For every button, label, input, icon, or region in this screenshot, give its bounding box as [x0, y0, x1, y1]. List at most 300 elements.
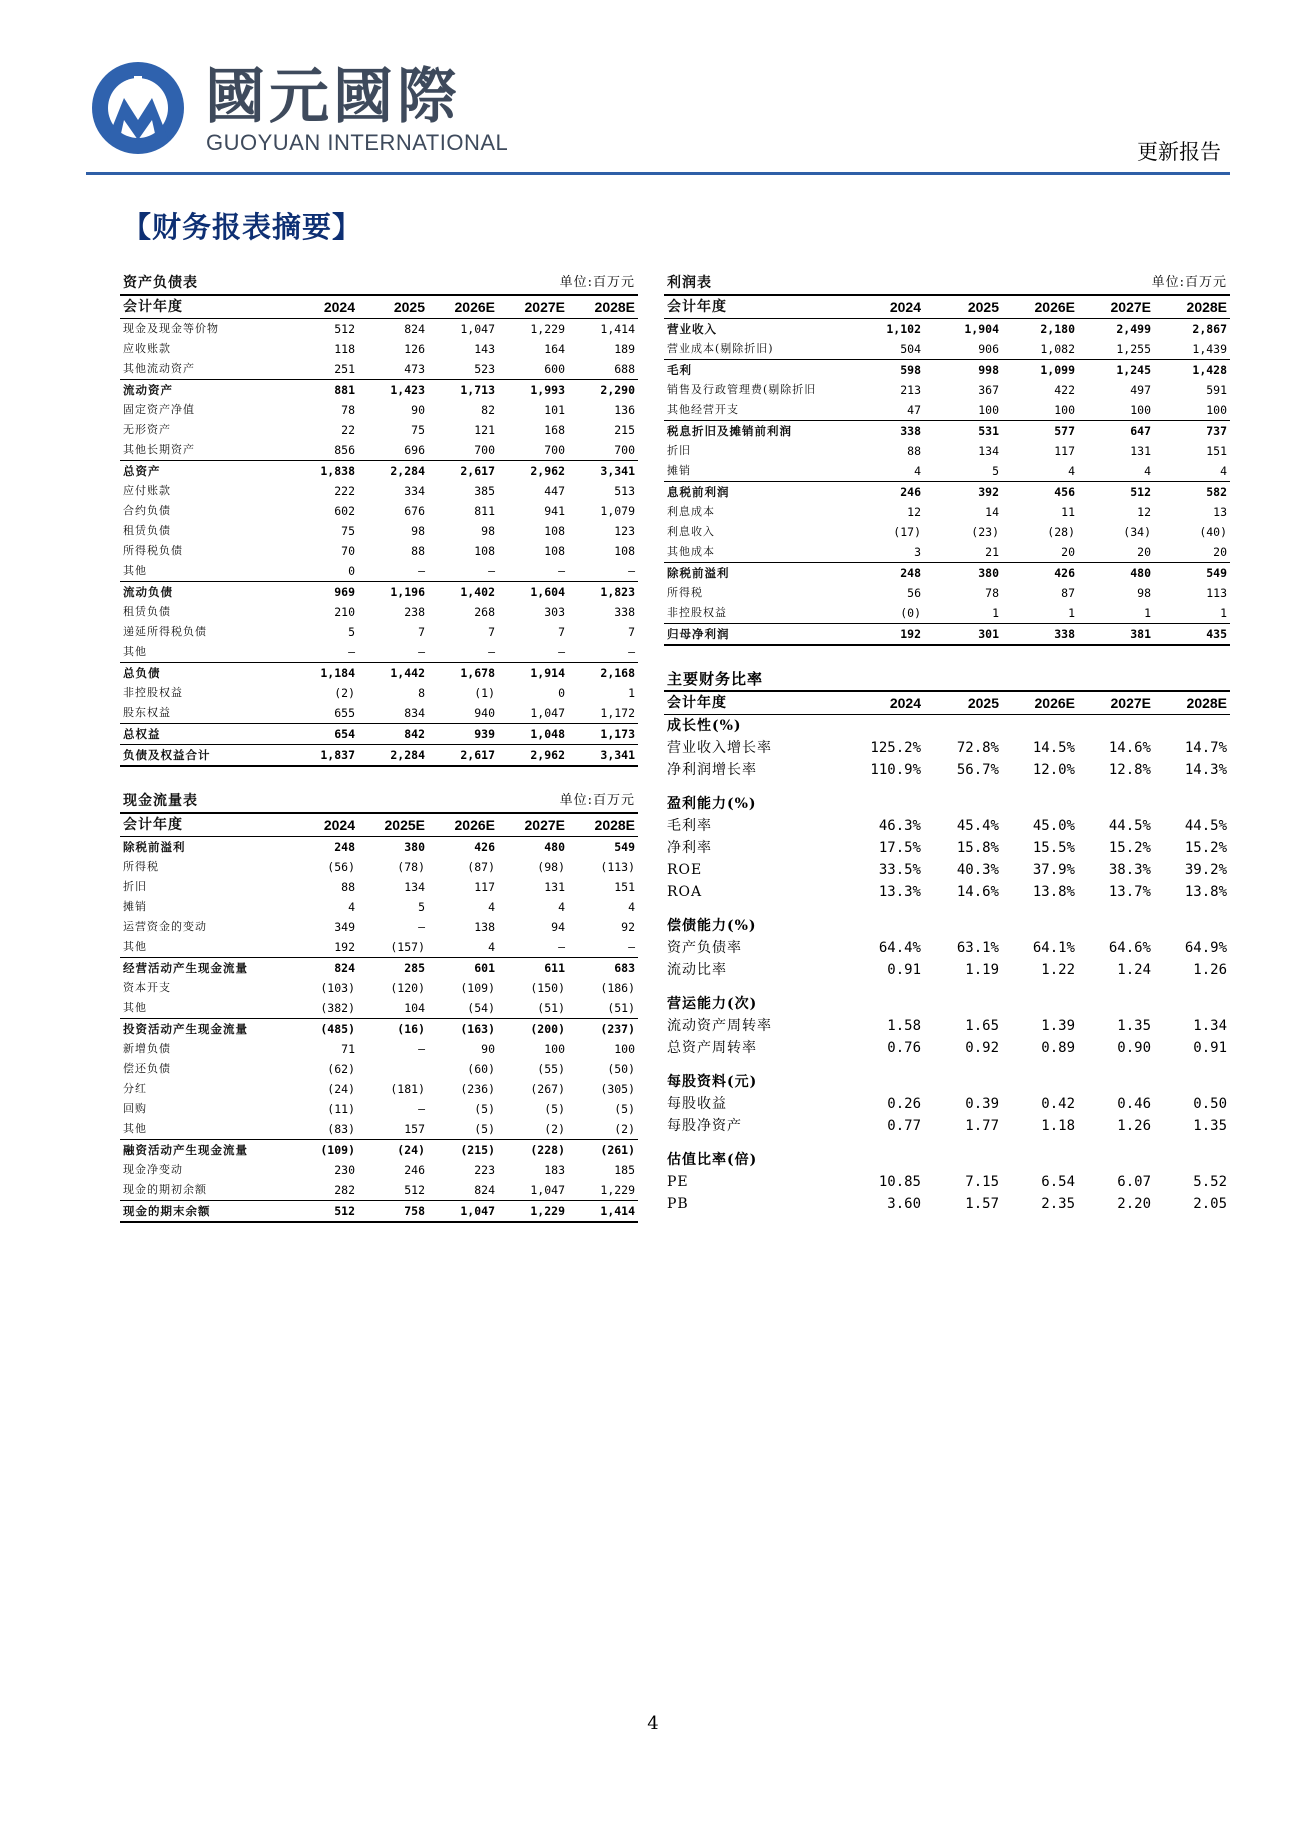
brand-name-cn: 國元國際 — [205, 62, 461, 132]
ratios-year-0: 2024 — [846, 691, 924, 715]
income-statement-cell: 88 — [907, 444, 921, 458]
cash-flow-cell: (305) — [600, 1082, 636, 1096]
ratios-row — [664, 759, 1230, 781]
income-statement-cell: 737 — [1154, 421, 1230, 442]
income-statement-row-label: 除税前溢利 — [664, 563, 846, 584]
balance-sheet-cell: 108 — [474, 544, 495, 558]
cash-flow-cell: 4 — [488, 900, 495, 914]
cash-flow-cell: (16) — [358, 1019, 428, 1040]
cash-flow-cell: 71 — [341, 1042, 355, 1056]
balance-sheet-cell: 1,048 — [498, 724, 568, 745]
ratios-cell: 44.5% — [1108, 818, 1151, 834]
balance-sheet-cell: 8 — [418, 686, 425, 700]
balance-sheet-cell: – — [488, 645, 495, 659]
ratios-year-2: 2026E — [1002, 691, 1078, 715]
cash-flow-row — [120, 998, 638, 1019]
balance-sheet-row — [120, 319, 638, 340]
balance-sheet-row — [120, 602, 638, 622]
page-number: 4 — [647, 1713, 659, 1734]
income-statement-cell: (34) — [1123, 525, 1151, 539]
balance-sheet-cell: 98 — [481, 524, 495, 538]
cash-flow-row-label: 摊销 — [123, 900, 147, 913]
balance-sheet-cell: – — [558, 645, 565, 659]
cash-flow-cell: (24) — [327, 1082, 355, 1096]
balance-sheet-row-label: 现金及现金等价物 — [123, 322, 219, 335]
ratios-row — [664, 881, 1230, 903]
balance-sheet-cell: 856 — [334, 443, 355, 457]
ratios-group-name: 每股资料(元) — [667, 1074, 758, 1090]
ratios-cell: 64.1% — [1032, 940, 1075, 956]
ratios-row-label: 流动资产周转率 — [667, 1018, 772, 1034]
income-statement-cell: 422 — [1054, 383, 1075, 397]
cash-flow-cell: (150) — [530, 981, 565, 995]
cash-flow-cell: 549 — [568, 837, 638, 858]
balance-sheet-cell: 101 — [544, 403, 565, 417]
balance-sheet-unit: 单位:百万元 — [498, 272, 638, 295]
balance-sheet-cell: 1,423 — [358, 380, 428, 401]
cash-flow-cell: 480 — [498, 837, 568, 858]
ratios-cell: 1.19 — [965, 962, 999, 978]
income-statement-row — [664, 360, 1230, 381]
balance-sheet-cell: 75 — [411, 423, 425, 437]
income-statement-cell: 1,099 — [1002, 360, 1078, 381]
ratios-cell: 1.58 — [887, 1018, 921, 1034]
cash-flow-year-3: 2027E — [498, 813, 568, 837]
income-statement-table — [664, 272, 1230, 646]
ratios-row — [664, 1171, 1230, 1193]
balance-sheet-cell: 676 — [404, 504, 425, 518]
cash-flow-cell: 185 — [614, 1163, 636, 1177]
income-statement-row — [664, 421, 1230, 442]
cash-flow-cell: 380 — [358, 837, 428, 858]
ratios-cell: 0.42 — [1041, 1096, 1075, 1112]
balance-sheet-row-label: 流动资产 — [120, 380, 288, 401]
balance-sheet-cell: 1,196 — [358, 582, 428, 603]
cash-flow-row-label: 回购 — [123, 1102, 147, 1115]
ratios-year-4: 2028E — [1154, 691, 1230, 715]
income-statement-cell: 151 — [1206, 444, 1228, 458]
ratios-cell: 1.57 — [965, 1196, 999, 1212]
balance-sheet-cell: 939 — [428, 724, 498, 745]
cash-flow-cell: (5) — [544, 1102, 565, 1116]
cash-flow-row-label: 分红 — [123, 1082, 147, 1095]
balance-sheet-cell: 834 — [404, 706, 425, 720]
balance-sheet-title: 资产负债表 — [120, 272, 498, 295]
income-statement-cell: 1 — [1144, 606, 1151, 620]
cash-flow-cell: 1,047 — [530, 1183, 565, 1197]
balance-sheet-cell: 22 — [341, 423, 355, 437]
ratios-cell: 0.92 — [965, 1040, 999, 1056]
ratios-row-label: 净利润增长率 — [667, 762, 757, 778]
income-statement-row-label: 税息折旧及摊销前利润 — [664, 421, 846, 442]
ratios-group-row — [664, 915, 1230, 937]
balance-sheet-cell: 222 — [334, 484, 355, 498]
balance-sheet-cell: 700 — [544, 443, 565, 457]
cash-flow-cell: (485) — [288, 1019, 358, 1040]
ratios-row-label: 每股收益 — [667, 1096, 727, 1112]
cash-flow-cell: 512 — [288, 1201, 358, 1223]
balance-sheet-cell: 7 — [488, 625, 495, 639]
income-statement-cell: 531 — [924, 421, 1002, 442]
cash-flow-cell: (83) — [327, 1122, 355, 1136]
cash-flow-cell: 151 — [614, 880, 636, 894]
income-statement-cell: 647 — [1078, 421, 1154, 442]
balance-sheet-cell: 2,290 — [568, 380, 638, 401]
income-statement-cell: 301 — [924, 624, 1002, 646]
income-statement-cell: 246 — [846, 482, 924, 503]
cash-flow-row — [120, 1099, 638, 1119]
balance-sheet-cell: 2,168 — [568, 663, 638, 684]
ratios-cell: 5.52 — [1193, 1174, 1228, 1190]
balance-sheet-cell: 1,172 — [600, 706, 636, 720]
balance-sheet-cell: 1,173 — [568, 724, 638, 745]
cash-flow-cell: 104 — [404, 1001, 425, 1015]
income-statement-cell: 392 — [924, 482, 1002, 503]
cash-flow-row-label: 投资活动产生现金流量 — [120, 1019, 288, 1040]
balance-sheet-row-label: 租赁负债 — [123, 524, 171, 537]
ratios-cell: 13.8% — [1032, 884, 1075, 900]
ratios-cell: 2.05 — [1193, 1196, 1228, 1212]
cash-flow-cell: 285 — [358, 958, 428, 979]
ratios-group-name: 偿债能力(%) — [667, 918, 757, 934]
cash-flow-row-label: 新增负债 — [123, 1042, 171, 1055]
ratios-row — [664, 1037, 1230, 1059]
income-statement-cell: 100 — [1054, 403, 1075, 417]
ratios-cell: 56.7% — [956, 762, 999, 778]
balance-sheet-row-label: 递延所得税负债 — [123, 625, 207, 638]
cash-flow-cell: (228) — [498, 1140, 568, 1161]
balance-sheet-year-0: 2024 — [288, 295, 358, 319]
ratios-cell: 1.65 — [965, 1018, 999, 1034]
balance-sheet-cell: 1,047 — [530, 706, 565, 720]
cash-flow-cell: – — [628, 940, 636, 954]
cash-flow-cell: 157 — [404, 1122, 425, 1136]
section-title: 【财务报表摘要】 — [122, 210, 363, 244]
ratios-cell: 110.9% — [870, 762, 921, 778]
cash-flow-year-1: 2025E — [358, 813, 428, 837]
balance-sheet-cell: 70 — [341, 544, 355, 558]
ratios-spacer — [664, 1137, 1230, 1149]
cash-flow-cell: 183 — [544, 1163, 565, 1177]
income-statement-year-1: 2025 — [924, 295, 1002, 319]
cash-flow-cell: 1,047 — [428, 1201, 498, 1223]
income-statement-cell: 381 — [1078, 624, 1154, 646]
income-statement-cell: 380 — [924, 563, 1002, 584]
cash-flow-row-label: 其他 — [123, 1001, 147, 1014]
balance-sheet-row — [120, 561, 638, 582]
ratios-cell: 1.34 — [1193, 1018, 1228, 1034]
balance-sheet-row — [120, 461, 638, 482]
ratios-cell: 0.39 — [965, 1096, 999, 1112]
balance-sheet-cell: 600 — [544, 362, 565, 376]
ratios-cell: 45.4% — [956, 818, 999, 834]
cash-flow-cell: (98) — [537, 860, 565, 874]
income-statement-row-label: 利息成本 — [667, 505, 715, 518]
ratios-cell: 14.7% — [1184, 740, 1228, 756]
balance-sheet-row-label: 流动负债 — [120, 582, 288, 603]
balance-sheet-header-row — [120, 295, 638, 319]
balance-sheet-cell: 1,604 — [498, 582, 568, 603]
balance-sheet-row-label: 非控股权益 — [123, 686, 183, 699]
cash-flow-cell: (236) — [460, 1082, 495, 1096]
balance-sheet-cell: 1,402 — [428, 582, 498, 603]
income-statement-row — [664, 319, 1230, 340]
ratios-cell: 15.2% — [1108, 840, 1151, 856]
income-statement-unit: 单位:百万元 — [1078, 272, 1230, 295]
cash-flow-year-4: 2028E — [568, 813, 638, 837]
income-statement-cell: 100 — [1130, 403, 1151, 417]
cash-flow-cell: 1,229 — [600, 1183, 636, 1197]
balance-sheet-cell: 655 — [334, 706, 355, 720]
ratios-cell: 64.6% — [1108, 940, 1151, 956]
cash-flow-row-label: 现金的期末余额 — [120, 1201, 288, 1223]
ratios-row — [664, 859, 1230, 881]
balance-sheet-row — [120, 745, 638, 767]
income-statement-cell: 4 — [1220, 464, 1228, 478]
balance-sheet-cell: 2,284 — [358, 461, 428, 482]
ratios-group-name: 成长性(%) — [667, 718, 742, 734]
cash-flow-title: 现金流量表 — [120, 790, 498, 813]
ratios-row — [664, 1093, 1230, 1115]
cash-flow-cell: (78) — [397, 860, 425, 874]
income-statement-cell: (0) — [900, 606, 921, 620]
income-statement-cell: (28) — [1047, 525, 1075, 539]
cash-flow-cell: 349 — [334, 920, 355, 934]
ratios-cell: 2.20 — [1117, 1196, 1151, 1212]
income-statement-cell: 4 — [1144, 464, 1151, 478]
income-statement-row-label: 折旧 — [667, 444, 691, 457]
cash-flow-cell: (120) — [390, 981, 425, 995]
ratios-cell: 13.3% — [878, 884, 921, 900]
ratios-year-3: 2027E — [1078, 691, 1154, 715]
income-statement-cell: 1 — [1068, 606, 1075, 620]
ratios-cell: 0.89 — [1041, 1040, 1075, 1056]
balance-sheet-cell: 1,442 — [358, 663, 428, 684]
balance-sheet-title-row — [120, 272, 638, 295]
income-statement-row — [664, 461, 1230, 482]
balance-sheet-cell: 90 — [411, 403, 425, 417]
income-statement-row — [664, 522, 1230, 542]
cash-flow-cell: (103) — [320, 981, 355, 995]
cash-flow-cell: 4 — [558, 900, 565, 914]
income-statement-cell: 1,428 — [1154, 360, 1230, 381]
ratios-year-1: 2025 — [924, 691, 1002, 715]
income-statement-cell: 87 — [1061, 586, 1075, 600]
cash-flow-row-label: 其他 — [123, 1122, 147, 1135]
cash-flow-cell: 4 — [628, 900, 636, 914]
cash-flow-cell: 223 — [474, 1163, 495, 1177]
cash-flow-cell: 683 — [568, 958, 638, 979]
ratios-title-row — [664, 668, 1230, 691]
income-statement-cell: 456 — [1002, 482, 1078, 503]
income-statement-row — [664, 339, 1230, 360]
ratios-header-label: 会计年度 — [664, 691, 846, 715]
balance-sheet-cell: 512 — [334, 322, 355, 336]
ratios-cell: 14.3% — [1184, 762, 1228, 778]
ratios-cell: 33.5% — [878, 862, 921, 878]
balance-sheet-cell: – — [628, 645, 636, 659]
balance-sheet-cell: 1 — [628, 686, 636, 700]
cash-flow-header-label: 会计年度 — [120, 813, 288, 837]
income-statement-cell: 338 — [1002, 624, 1078, 646]
balance-sheet-row — [120, 642, 638, 663]
cash-flow-row — [120, 1039, 638, 1059]
balance-sheet-cell: 1,678 — [428, 663, 498, 684]
income-statement-cell: 134 — [978, 444, 999, 458]
cash-flow-row-label: 所得税 — [123, 860, 159, 873]
cash-flow-row — [120, 1180, 638, 1201]
balance-sheet-cell: 78 — [341, 403, 355, 417]
ratios-row — [664, 737, 1230, 759]
income-statement-cell: 56 — [907, 586, 921, 600]
cash-flow-cell: (382) — [320, 1001, 355, 1015]
cash-flow-cell: 100 — [614, 1042, 636, 1056]
ratios-cell: 0.77 — [887, 1118, 921, 1134]
ratios-row — [664, 1193, 1230, 1215]
cash-flow-row-label: 经营活动产生现金流量 — [120, 958, 288, 979]
ratios-cell: 72.8% — [956, 740, 999, 756]
cash-flow-cell: – — [558, 940, 565, 954]
cash-flow-row — [120, 877, 638, 897]
ratios-row-label: 流动比率 — [667, 962, 727, 978]
cash-flow-cell: (237) — [568, 1019, 638, 1040]
ratios-cell: 44.5% — [1184, 818, 1228, 834]
ratios-cell: 15.2% — [1184, 840, 1228, 856]
income-statement-year-0: 2024 — [846, 295, 924, 319]
income-statement-row — [664, 441, 1230, 461]
balance-sheet-cell: 2,617 — [428, 461, 498, 482]
balance-sheet-cell: 3,341 — [568, 461, 638, 482]
income-statement-cell: 11 — [1061, 505, 1075, 519]
income-statement-cell: 367 — [978, 383, 999, 397]
cash-flow-cell: (2) — [614, 1122, 636, 1136]
ratios-cell: 46.3% — [878, 818, 921, 834]
balance-sheet-row-label: 固定资产净值 — [123, 403, 195, 416]
cash-flow-cell: (200) — [498, 1019, 568, 1040]
cash-flow-cell: 131 — [544, 880, 565, 894]
cash-flow-cell: 758 — [358, 1201, 428, 1223]
income-statement-cell: 512 — [1078, 482, 1154, 503]
ratios-cell: 1.35 — [1117, 1018, 1151, 1034]
income-statement-cell: (40) — [1199, 525, 1228, 539]
balance-sheet-cell: 473 — [404, 362, 425, 376]
balance-sheet-row — [120, 582, 638, 603]
cash-flow-year-2: 2026E — [428, 813, 498, 837]
ratios-cell: 12.8% — [1108, 762, 1151, 778]
income-statement-row-label: 所得税 — [667, 586, 703, 599]
ratios-cell: 15.8% — [956, 840, 999, 856]
cash-flow-cell: 192 — [334, 940, 355, 954]
ratios-cell: 1.22 — [1041, 962, 1075, 978]
balance-sheet-cell: 1,914 — [498, 663, 568, 684]
cash-flow-cell: 88 — [341, 880, 355, 894]
cash-flow-row — [120, 1140, 638, 1161]
balance-sheet-row — [120, 481, 638, 501]
cash-flow-cell: 246 — [404, 1163, 425, 1177]
cash-flow-cell: 512 — [404, 1183, 425, 1197]
income-statement-row-label: 利息收入 — [667, 525, 715, 538]
balance-sheet-cell: 136 — [614, 403, 636, 417]
balance-sheet-row-label: 应付账款 — [123, 484, 171, 497]
cash-flow-cell: (51) — [607, 1001, 636, 1015]
cash-flow-cell: (5) — [474, 1102, 495, 1116]
ratios-cell: 10.85 — [878, 1174, 921, 1190]
balance-sheet-cell: (2) — [334, 686, 355, 700]
cash-flow-cell: (55) — [537, 1062, 565, 1076]
ratios-row-label: PB — [667, 1196, 689, 1212]
balance-sheet-year-2: 2026E — [428, 295, 498, 319]
cash-flow-cell: (109) — [288, 1140, 358, 1161]
cash-flow-cell: (50) — [607, 1062, 636, 1076]
cash-flow-cell: 230 — [334, 1163, 355, 1177]
balance-sheet-cell: 1,047 — [460, 322, 495, 336]
income-statement-cell: 20 — [1137, 545, 1151, 559]
ratios-row-label: ROE — [667, 862, 703, 878]
income-statement-cell: 906 — [978, 342, 999, 356]
balance-sheet-cell: 143 — [474, 342, 495, 356]
ratios-spacer — [664, 1059, 1230, 1071]
income-statement-cell: 21 — [985, 545, 999, 559]
balance-sheet-cell: 602 — [334, 504, 355, 518]
ratios-spacer-cell — [664, 1137, 1230, 1149]
balance-sheet-cell: 2,962 — [498, 745, 568, 767]
income-statement-row-label: 毛利 — [664, 360, 846, 381]
cash-flow-cell: 824 — [288, 958, 358, 979]
ratios-cell: 1.26 — [1117, 1118, 1151, 1134]
income-statement-header-label: 会计年度 — [664, 295, 846, 319]
ratios-cell: 7.15 — [965, 1174, 999, 1190]
balance-sheet-row — [120, 622, 638, 642]
balance-sheet-cell: 108 — [544, 524, 565, 538]
ratios-spacer — [664, 981, 1230, 993]
income-statement-cell: 100 — [1206, 403, 1228, 417]
cash-flow-row — [120, 1119, 638, 1140]
balance-sheet-cell: 7 — [628, 625, 636, 639]
ratios-cell: 12.0% — [1032, 762, 1075, 778]
ratios-group-row — [664, 1149, 1230, 1171]
cash-flow-cell: (51) — [537, 1001, 565, 1015]
cash-flow-cell: (87) — [467, 860, 495, 874]
balance-sheet-row-label: 所得税负债 — [123, 544, 183, 557]
cash-flow-row-label: 其他 — [123, 940, 147, 953]
cash-flow-cell: – — [418, 920, 425, 934]
balance-sheet-cell: 2,284 — [358, 745, 428, 767]
ratios-row-label: PE — [667, 1174, 689, 1190]
income-statement-row-label: 摊销 — [667, 464, 691, 477]
cash-flow-title-row — [120, 790, 638, 813]
cash-flow-cell: 824 — [474, 1183, 495, 1197]
income-statement-row — [664, 400, 1230, 421]
balance-sheet-cell: 688 — [614, 362, 636, 376]
ratios-group-name: 盈利能力(%) — [667, 796, 757, 812]
balance-sheet-row-label: 股东权益 — [123, 706, 171, 719]
income-statement-cell: 14 — [985, 505, 999, 519]
income-statement-cell: 131 — [1130, 444, 1151, 458]
balance-sheet-row-label: 应收账款 — [123, 342, 171, 355]
balance-sheet-cell: – — [418, 564, 425, 578]
cash-flow-cell: (60) — [467, 1062, 495, 1076]
balance-sheet-cell: 126 — [404, 342, 425, 356]
cash-flow-cell: 248 — [288, 837, 358, 858]
income-statement-cell: 1 — [1220, 606, 1228, 620]
balance-sheet-row — [120, 683, 638, 703]
ratios-title: 主要财务比率 — [664, 668, 1230, 691]
balance-sheet-year-4: 2028E — [568, 295, 638, 319]
brand-name-en: GUOYUAN INTERNATIONAL — [206, 130, 509, 155]
income-statement-row — [664, 502, 1230, 522]
cash-flow-row — [120, 937, 638, 958]
ratios-row-label: 净利率 — [667, 840, 712, 856]
